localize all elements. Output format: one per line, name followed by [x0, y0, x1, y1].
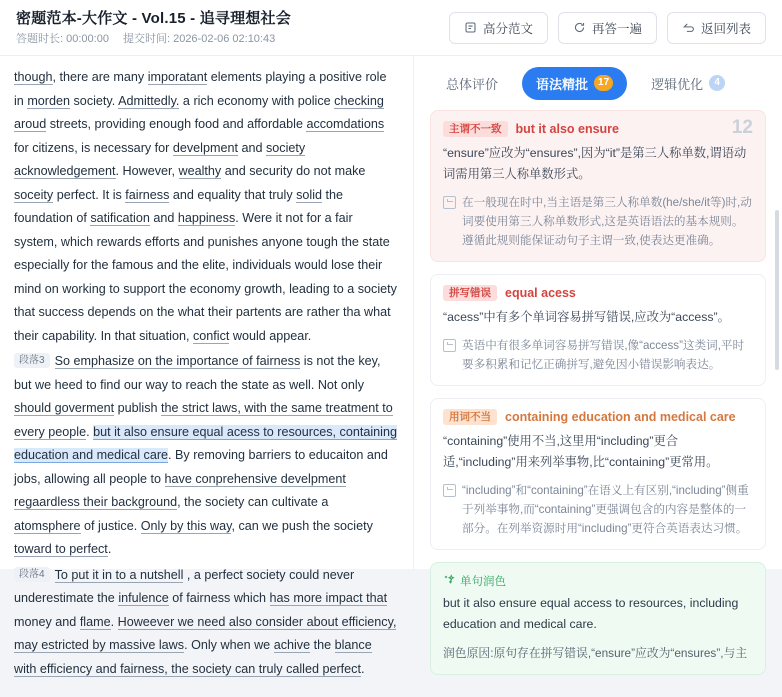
retry-button[interactable]	[558, 12, 657, 44]
submit-time-value: 2026-02-06 02:10:43	[173, 33, 276, 45]
essay-span: would appear.	[229, 328, 312, 343]
essay-span: of justice.	[80, 518, 141, 533]
correction-explanation: “acess”中有多个单词容易拼写错误,应改为“access”。	[443, 310, 730, 324]
essay-span: .	[86, 424, 94, 439]
error-quote: equal acess	[505, 286, 576, 300]
essay-error-span[interactable]: confict	[192, 328, 230, 343]
essay-span: for the famous and the elite, individuals would lose their mind on working to support the economy growth, leading to a society that success depends on the what their partents are rather tha what their capability. In that situation,	[14, 258, 397, 343]
essay-span: , the society can cultivate a	[177, 495, 329, 509]
essay-error-span[interactable]: have conprehensive develpment regaardless their background	[14, 471, 346, 509]
essay-span: the foundation of	[14, 187, 344, 225]
knowledge-note	[443, 336, 753, 374]
tab-label: 语法精批	[536, 76, 589, 92]
essay-error-span[interactable]: should goverment	[14, 401, 115, 415]
essay-span: publish	[114, 401, 162, 415]
page-title: 密题范本-大作文 - Vol.15 - 追寻理想社会	[16, 10, 291, 27]
essay-span: and	[149, 211, 178, 225]
submit-time-label: 提交时间:	[122, 33, 171, 45]
essay-span: of fairness which	[168, 591, 270, 605]
essay-error-span[interactable]: society	[266, 140, 306, 155]
tab-label: 逻辑优化	[651, 76, 704, 92]
tab-label: 总体评价	[446, 76, 499, 92]
polish-reason: 润色原因:原句存在拼写错误,“ensure”应改为“ensures”,与主	[443, 646, 748, 660]
book-icon	[443, 196, 456, 209]
tab-badge: 17	[594, 75, 613, 91]
correction-card-head	[443, 121, 753, 137]
essay-span: a rich economy with police	[179, 93, 335, 108]
high-score-sample-button[interactable]	[449, 12, 548, 44]
doc-icon	[464, 21, 477, 34]
book-icon	[443, 484, 456, 497]
answer-duration-label: 答题时长:	[16, 33, 64, 45]
essay-error-span[interactable]: blance with efficiency and fairness, the society can truly called perfect	[14, 638, 372, 676]
knowledge-note-text: 在一般现在时中,当主语是第三人称单数(he/she/it等)时,动词要使用第三人称单数形式,这是英语语法的基本规则。遵循此规则能保证动句子主谓一致,使表达更准确。	[462, 196, 752, 247]
essay-error-span[interactable]: imporatant	[147, 70, 208, 84]
essay-error-span[interactable]: morden	[27, 93, 71, 108]
essay-error-span[interactable]: solid	[296, 187, 323, 202]
back-arrow-icon	[682, 21, 695, 34]
essay-error-span[interactable]: Howeever we need also consider about efficiency, may estricted by massive laws	[14, 614, 397, 652]
sentence-polish-label: 单句润色	[460, 576, 506, 588]
page-header	[0, 0, 782, 56]
header-meta	[16, 32, 291, 46]
essay-span: especially	[14, 258, 70, 272]
essay-span: society.	[70, 93, 119, 108]
tab-badge: 4	[709, 75, 725, 91]
card-index-number: 12	[731, 117, 753, 138]
essay-error-span[interactable]: happiness	[177, 211, 236, 225]
polished-sentence: but it also ensure equal access to resources, including education and medical care.	[443, 596, 739, 631]
essay-span: , can we push the society	[231, 518, 373, 533]
book-icon	[443, 339, 456, 352]
essay-span: the	[310, 638, 335, 652]
essay-scrollbar[interactable]	[408, 96, 411, 396]
essay-error-span[interactable]: checking	[334, 93, 384, 108]
refresh-icon	[573, 21, 586, 34]
essay-paragraph	[14, 350, 397, 562]
essay-span: for citizens, is necessary for	[14, 140, 173, 155]
paragraph-tag: 段落3	[14, 353, 50, 368]
essay-pane[interactable]	[0, 56, 414, 676]
back-to-list-button[interactable]	[667, 12, 766, 44]
essay-error-span[interactable]: infulence	[118, 591, 169, 605]
answer-duration-value: 00:00:00	[66, 33, 109, 45]
correction-card-head	[443, 285, 753, 301]
essay-error-span[interactable]: acknowledgement	[14, 164, 116, 178]
error-quote: containing education and medical care	[505, 410, 736, 424]
essay-error-span[interactable]: satification	[90, 211, 150, 225]
essay-span: , a perfect society could never underestimate the	[14, 567, 355, 605]
sentence-polish-card[interactable]	[430, 562, 766, 675]
paragraph-tag: 段落4	[14, 567, 50, 582]
essay-text[interactable]	[14, 66, 397, 681]
header-left	[16, 9, 291, 46]
essay-span: perfect. It is	[53, 187, 126, 202]
feedback-tabs	[414, 56, 782, 110]
knowledge-note-text: 英语中有很多单词容易拼写错误,像“access”这类词,平时要多积累和记忆正确拼写,避免因小错误影响表达。	[462, 339, 745, 371]
essay-error-span[interactable]: Only by this way	[140, 518, 232, 533]
submit-time	[123, 32, 275, 46]
sentence-polish-head	[443, 573, 753, 589]
essay-paragraph	[14, 564, 397, 682]
essay-error-span[interactable]: the strict laws, with the same treatment to every people	[14, 401, 393, 439]
essay-span: , there are many	[52, 70, 148, 84]
knowledge-note-text: “including”和“containing”在语义上有区别,“including”侧重于列举事物,而“containing”更强调包含的内容是整体的一部分。在列举资源时用“including”更符合英语表达习惯。	[462, 484, 749, 535]
essay-span: and equality that truly	[169, 187, 297, 202]
essay-span: and	[237, 140, 266, 155]
essay-error-span[interactable]: soceity	[14, 187, 54, 202]
essay-span: .	[360, 661, 365, 676]
correction-explanation: “containing”使用不当,这里用“including”更合适,“including”用来列举事物,比“containing”更常用。	[443, 434, 719, 469]
essay-error-span[interactable]: So emphasize on the importance of fairness	[54, 354, 301, 368]
back-to-list-label: 返回列表	[700, 21, 751, 36]
essay-span: . By removing barriers to educaiton and jobs, allowing all people to	[14, 448, 388, 486]
essay-error-span[interactable]: atomsphere	[14, 518, 81, 533]
essay-paragraph	[14, 66, 397, 348]
essay-error-span[interactable]: develpment	[172, 140, 238, 155]
feedback-scrollbar[interactable]	[775, 210, 779, 370]
tab-overall-review[interactable]	[432, 67, 512, 100]
correction-card[interactable]	[430, 398, 766, 550]
retry-label: 再答一遍	[591, 21, 642, 36]
correction-card[interactable]	[430, 274, 766, 386]
essay-error-span[interactable]: wealthy	[178, 164, 222, 178]
answer-duration	[16, 32, 109, 46]
essay-error-span[interactable]: Admittedly.	[118, 93, 180, 108]
essay-span: . Were it not for a fair system, which rewards efforts and punishes anyone tough the state	[14, 211, 390, 249]
essay-error-span[interactable]: To put it in to a nutshell	[54, 567, 184, 582]
correction-card-head	[443, 409, 753, 425]
error-quote: but it also ensure	[515, 122, 619, 136]
header-actions	[449, 12, 766, 44]
essay-error-span[interactable]: has more impact that	[269, 591, 388, 605]
correction-explanation: “ensure”应改为“ensures”,因为“it”是第三人称单数,谓语动词需用第三人称单数形式。	[443, 146, 747, 181]
essay-span: streets, providing enough food and affordable	[46, 117, 307, 131]
essay-error-span[interactable]: though	[14, 70, 53, 84]
essay-span: .	[110, 614, 118, 629]
essay-error-span[interactable]: fairness	[125, 187, 170, 202]
essay-span: money and	[14, 614, 80, 629]
tab-logic-optimization[interactable]	[637, 67, 739, 100]
essay-error-span[interactable]: flame	[79, 614, 111, 629]
page-body	[0, 56, 782, 676]
knowledge-note	[443, 193, 753, 250]
essay-highlight[interactable]: but it also ensure equal acess to resources, containing education and medical care	[14, 424, 397, 462]
sparkle-icon	[443, 574, 455, 589]
correction-card[interactable]	[430, 110, 766, 262]
knowledge-note	[443, 481, 753, 538]
essay-error-span[interactable]: accomdations	[306, 117, 385, 131]
essay-span: . However,	[115, 164, 179, 178]
error-type-badge: 主谓不一致	[443, 121, 508, 137]
feedback-pane	[414, 56, 782, 660]
essay-error-span[interactable]: aroud	[14, 117, 47, 131]
high-score-sample-label: 高分范文	[482, 21, 533, 36]
essay-span: is not the key, but we heed to find our way to reach the state as well. Not only	[14, 354, 381, 392]
error-type-badge: 用词不当	[443, 409, 497, 425]
essay-span: .	[107, 542, 112, 556]
tab-grammar-correction[interactable]	[522, 67, 627, 100]
essay-error-span[interactable]: achive	[273, 638, 311, 652]
essay-span: and security do not make	[221, 164, 366, 178]
essay-error-span[interactable]: toward to perfect	[14, 542, 108, 556]
essay-span: . Only when we	[184, 638, 274, 652]
essay-span: elements playing a positive role in	[14, 70, 387, 108]
error-type-badge: 拼写错误	[443, 285, 497, 301]
feedback-cards[interactable]	[414, 110, 782, 697]
